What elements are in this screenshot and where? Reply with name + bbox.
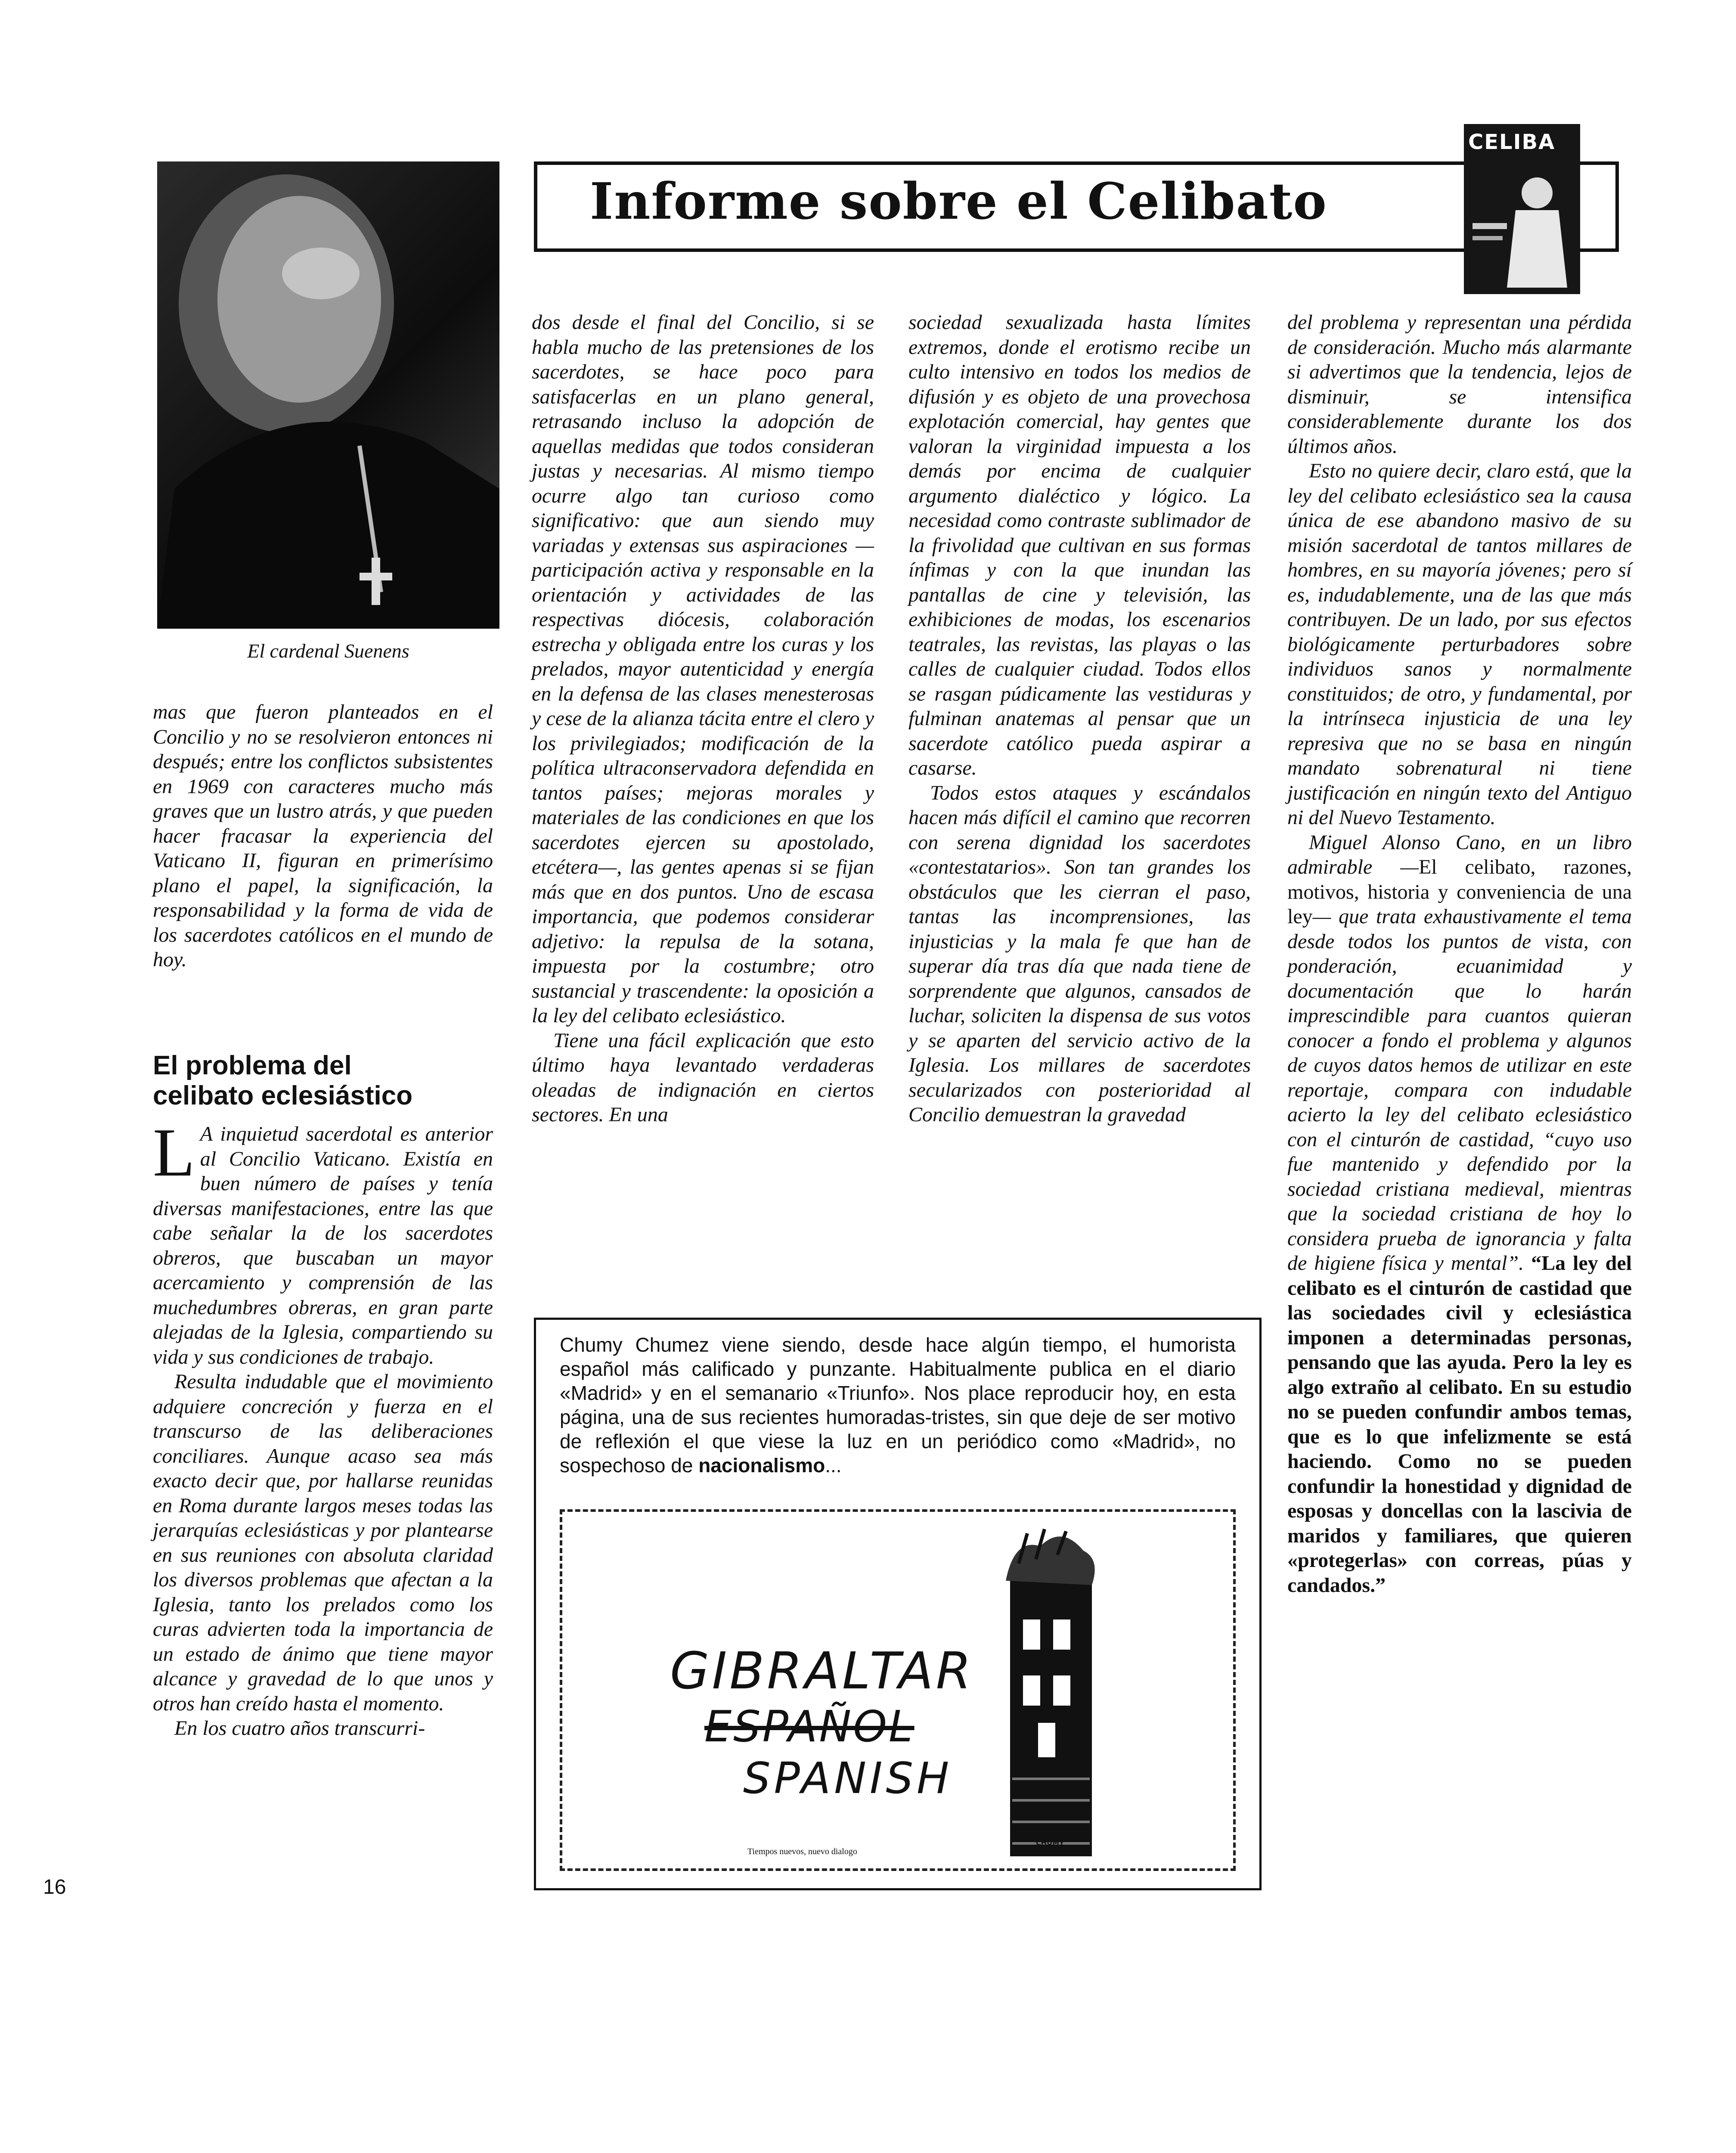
column-2-paragraph-1: dos desde el final del Concilio, si se habla mucho de las pretensiones de los sacerdotes, se hace poco para satisfacerlas en un plano general, retrasando incluso la adopción de aquellas medidas que todos consideran justas y necesarias. Al mismo tiempo ocurre algo tan curioso como significativo: que aun siendo muy variadas y extensas sus aspiraciones —participación activa y responsable en la orientación y actividades de las respectivas diócesis, colaboración estrecha y obligada entre los curas y los prelados, mayor autenticidad y energía en la defensa de las clases menesterosas y cese de la alianza tácita entre el clero y los privilegiados; modificación de la política ultraconservadora defendida en tantos países; mejoras morales y materiales de las condiciones en que los sacerdotes ejercen su apostolado, etcétera—, las gentes apenas si se fijan más que en dos puntos. Uno de escasa importancia, que podemos considerar adjetivo: la repulsa de la sotana, impuesta por la costumbre; otro sustancial y trascendente: la oposición a la ley del celibato eclesiástico. <box>532 311 874 1027</box>
column-1-paragraph-2: A inquietud sacerdotal es anterior al Concilio Vaticano. Existía en buen número de países y tenía diversas manifestaciones, entre las que cabe señalar la de los sacerdotes obreros, que buscaban un mayor acercamiento y comprensión de las muchedumbres obreras, en gran parte alejadas de la Iglesia, compartiendo su vida y sus condiciones de trabajo. <box>153 1123 493 1368</box>
cartoon-intro-ellipsis: ... <box>825 1454 842 1477</box>
cardinal-portrait <box>157 161 499 629</box>
column-1 <box>153 700 493 972</box>
column-2-paragraph-2: Tiene una fácil explicación que esto último haya levantado verdaderas oleadas de indignación en ciertos sectores. En una <box>532 1029 874 1126</box>
cartoon-signature: CHUMY CHUMEZ <box>1036 1839 1069 1855</box>
building-illustration <box>989 1520 1100 1856</box>
cover-thumbnail <box>1464 124 1580 294</box>
cover-thumbnail-label: CELIBA <box>1468 130 1556 154</box>
column-4-paragraph-1: del problema y representan una pérdida de consideración. Mucho más alarmante si advertimos que la tendencia, lejos de disminuir, se intensifica considerablemente durante los dos últimos años. <box>1287 311 1632 458</box>
column-1-paragraph-3: Resulta indudable que el movimiento adquiere concreción y fuerza en el transcurso de las deliberaciones conciliares. Aunque acaso sea más exacto decir que, por hallarse reunidas en Roma durante largos meses todas las jerarquías eclesiásticas y por plantearse en sus reuniones con absoluta claridad los diversos problemas que afectan a la Iglesia, tanto los prelados como los curas advierten toda la importancia de un estado de ánimo que tiene mayor alcance y gravedad de lo que unos y otros han creído hasta el momento. <box>153 1370 493 1715</box>
cardinal-photo <box>157 161 499 629</box>
column-4-bold-quote: “La ley del celibato es el cinturón de castidad que las sociedades civil y eclesiástica imponen a determinadas personas, pensando que las ayuda. Pero la ley es algo extraño al celibato. En su estudio no se pueden confundir ambos temas, que es lo que infelizmente se está haciendo. Como no se pueden confundir la honestidad y dignidad de esposas y doncellas con la lascivia de maridos y familiares, que quieren «protegerlas» con correas, púas y candados.” <box>1287 1252 1632 1597</box>
section-subhead: El problema del celibato eclesiástico <box>153 1051 413 1111</box>
cartoon-intro <box>560 1333 1236 1477</box>
column-3-paragraph-2: Todos estos ataques y escándalos hacen más difícil el camino que recorren con serena dignidad los sacerdotes «contestatarios». Son tan grandes los obstáculos que les cierran el paso, tantas las incomprensiones, las injusticias y la mala fe que han de superar día tras día que nada tiene de sorprendente que algunos, cansados de luchar, soliciten la dispensa de sus votos y se aparten del servicio activo de la Iglesia. Los millares de sacerdotes secularizados con posterioridad al Concilio demuestran la gravedad <box>908 781 1251 1126</box>
drop-cap: L <box>153 1114 195 1191</box>
cartoon-intro-text: Chumy Chumez viene siendo, desde hace algún tiempo, el humorista español más calificado y punzante. Habitualmente publica en el diario «Madrid» y en el semanario «Triunfo». Nos place reproducir hoy, en esta página, una de sus recientes humoradas-tristes, sin que deje de ser motivo de reflexión el que viese la luz en un periódico como «Madrid», no sospechoso de <box>560 1334 1236 1477</box>
column-4-paragraph-3a: Miguel Alonso Cano, en un libro admirable — <box>1287 831 1632 878</box>
cartoon-text-gibraltar: GIBRALTAR <box>670 1641 974 1700</box>
photo-caption: El cardenal Suenens <box>247 640 409 662</box>
column-1-paragraph-1: mas que fueron planteados en el Concilio y no se resolvieron entonces ni después; entre los conflictos subsistentes en 1969 con caracteres mucho más graves que un lustro atrás, y que pueden hacer fracasar la experiencia del Vaticano II, figuran en primerísimo plano el papel, la significación, la responsabilidad y la forma de vida de los sacerdotes católicos en el mundo de hoy. <box>153 701 493 971</box>
page-number: 16 <box>43 1876 66 1899</box>
column-4 <box>1287 310 1632 1598</box>
cartoon-caption: Tiempos nuevos, nuevo dialogo <box>747 1847 857 1856</box>
column-1-paragraph-4: En los cuatro años transcurri- <box>174 1717 425 1740</box>
cartoon-intro-bold: nacionalismo <box>698 1454 825 1477</box>
column-3-paragraph-1: sociedad sexualizada hasta límites extremos, donde el erotismo recibe un culto intensivo en todos los medios de difusión y es objeto de una provechosa explotación comercial, hay gentes que valoran la virginidad impuesta a los demás por encima de cualquier argumento dialéctico y lógico. La necesidad como contraste sublimador de la frivolidad que cultivan en sus formas ínfimas y con la que inundan las pantallas de cine y televisión, las exhibiciones de modas, los escenarios teatrales, las revistas, las playas o las calles de cualquier ciudad. Todos ellos se rasgan púdicamente las vestiduras y fulminan anatemas al pensar que un sacerdote católico pueda aspirar a casarse. <box>908 311 1251 779</box>
column-4-paragraph-2: Esto no quiere decir, claro está, que la ley del celibato eclesiástico sea la causa única de ese abandono masivo de su misión sacerdotal de tantos millares de hombres, en su mayoría jóvenes; pero sí es, indudablemente, una de las que más contribuyen. De un lado, por sus efectos biológicamente perturbadores sobre individuos sanos y normalmente constituidos; de otro, y fundamental, por la intrínseca injusticia de una ley represiva que no se basa en ningún mandato sobrenatural ni tiene justificación en ningún texto del Antiguo ni del Nuevo Testamento. <box>1287 459 1632 829</box>
cartoon-frame <box>560 1509 1236 1871</box>
column-4-paragraph-3c: — que trata exhaustivamente el tema desde todos los puntos de vista, con ponderación, ecuanimidad y documentación que lo harán imprescindible para cuantos quieran conocer a fondo el problema y algunos de cuyos datos hemos de utilizar en este reportaje, compara con indudable acierto la ley del celibato eclesiástico con el cinturón de castidad, “cuyo uso fue mantenido y defendido por la sociedad cristiana medieval, mientras que la sociedad cristiana de hoy lo considera prueba de ignorancia y falta de higiene física y mental”. <box>1287 905 1632 1275</box>
cartoon-text-espanol: ESPAÑOL <box>704 1701 914 1752</box>
cover-figure-icon <box>1464 163 1580 292</box>
column-1-lower <box>153 1114 493 1741</box>
book-title: El celibato, razones, motivos, historia y conveniencia de una ley <box>1287 856 1632 928</box>
cartoon-text-spanish: SPANISH <box>743 1753 953 1803</box>
article-title: Informe sobre el Celibato <box>590 172 1327 231</box>
column-2 <box>532 310 874 1127</box>
column-3 <box>908 310 1251 1127</box>
